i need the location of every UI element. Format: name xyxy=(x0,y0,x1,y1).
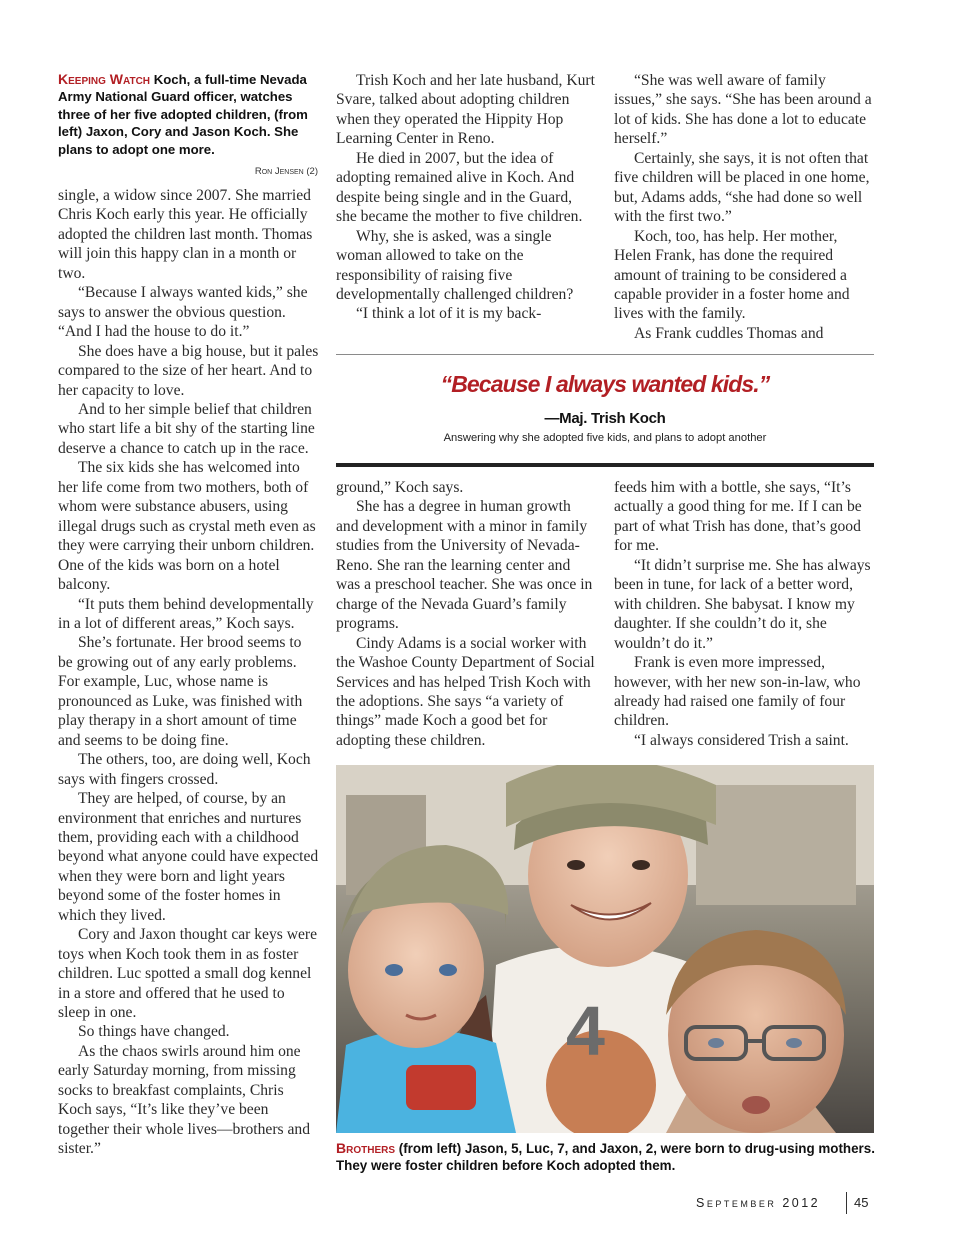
paragraph: Cindy Adams is a social worker with the Washoe County Department of Social Services and has helped Trish Koch with the adoptions. She says “a variety of things” made Koch a good bet for adopting these children. xyxy=(336,634,595,749)
photo-brothers xyxy=(336,765,874,1133)
photo-caption-top xyxy=(58,71,320,158)
paragraph: So things have changed. xyxy=(78,1023,230,1041)
caption-text: Koch, a full-time Nevada Army National Guard officer, watches three of her five adopted children, (from left) Jaxon, Cory and Jason Koch. She plans to adopt one more. xyxy=(58,72,308,157)
page-number: 45 xyxy=(854,1195,869,1210)
paragraph: Koch, too, has help. Her mother, Helen Frank, has done the required amount of training to be considered a capable provider in a foster home and lives with the family. xyxy=(614,227,850,323)
paragraph: She’s fortunate. Her brood seems to be growing out of any early problems. For example, Luc, whose name is pronounced as Luke, was finished with play therapy in a short amount of time and seems to be doing fine. xyxy=(58,634,303,749)
article-column-3-top xyxy=(614,71,874,343)
paragraph: Frank is even more impressed, however, with her new son-in-law, who already had raised one family of four children. xyxy=(614,654,861,730)
footer-divider xyxy=(846,1192,847,1214)
paragraph: She has a degree in human growth and development with a minor in family studies from the University of Nevada-Reno. She ran the learning center and was a preschool teacher. She was once in charge of the Nevada Guard’s family programs. xyxy=(336,498,593,633)
paragraph: As Frank cuddles Thomas and xyxy=(634,324,824,342)
article-column-2-bottom xyxy=(336,478,596,750)
photo-credit: Ron Jensen (2) xyxy=(254,166,318,177)
pull-quote-description: Answering why she adopted five kids, and plans to adopt another xyxy=(443,432,767,444)
issue-date: September 2012 xyxy=(696,1196,821,1210)
paragraph: “I always considered Trish a saint. xyxy=(634,731,849,749)
paragraph: And to her simple belief that children who start life a bit shy of the starting line deserve a chance to catch up in the race. xyxy=(58,400,315,457)
article-column-2-top xyxy=(336,71,596,324)
paragraph: feeds him with a bottle, she says, “It’s actually a good thing for me. If I can be part of what Trish has done, that’s good for me. xyxy=(614,479,862,555)
paragraph: “It puts them behind developmentally in a lot of different areas,” Koch says. xyxy=(58,595,314,632)
caption-kicker: Brothers xyxy=(336,1140,396,1156)
svg-text:4: 4 xyxy=(566,992,605,1070)
paragraph: He died in 2007, but the idea of adopting remained alive in Koch. And despite being single and in the Guard, she became the mother to five children. xyxy=(336,149,583,226)
article-column-3-bottom xyxy=(614,478,876,750)
paragraph: As the chaos swirls around him one early Saturday morning, from missing socks to breakfast complaints, Chris Koch says, “It’s like they’ve been together their whole lives—brothers and sister.” xyxy=(58,1042,311,1158)
paragraph: The others, too, are doing well, Koch says with fingers crossed. xyxy=(58,751,311,788)
paragraph: The six kids she has welcomed into her life come from two mothers, both of whom were substance abusers, using illegal drugs such as crystal meth even as they were carrying their unborn children. One of the kids was born on a hotel balcony. xyxy=(58,459,316,594)
paragraph: Trish Koch and her late husband, Kurt Svare, talked about adopting children when they operated the Hippity Hop Learning Center in Reno. xyxy=(336,72,595,148)
caption-text: (from left) Jason, 5, Luc, 7, and Jaxon, 2, were born to drug-using mothers. They were foster children before Koch adopted them. xyxy=(336,1141,875,1174)
paragraph: Certainly, she says, it is not often that five children will be placed in one home, but, Adams adds, “she had done so well with the first two.” xyxy=(614,149,870,226)
pull-quote-bottom-rule xyxy=(336,463,874,467)
paragraph: She does have a big house, but it pales compared to the size of her heart. And to her capacity to love. xyxy=(58,342,319,399)
paragraph: Cory and Jaxon thought car keys were toys when Koch took them in as foster children. Luc spotted a small dog kennel in a store and offered that he used to sleep in one. xyxy=(58,926,318,1022)
paragraph: “It didn’t surprise me. She has always been in tune, for lack of a better word, with children. She babysat. I know my daughter. If she couldn’t do it, she wouldn’t do it.” xyxy=(614,556,871,652)
photo-three-brothers-icon xyxy=(336,765,874,1133)
footer xyxy=(660,1192,874,1216)
paragraph: “Because I always wanted kids,” she says to answer the obvious question. “And I had the house to do it.” xyxy=(58,284,308,341)
paragraph: Why, she is asked, was a single woman allowed to take on the responsibility of raising five developmentally challenged children? xyxy=(336,227,574,303)
paragraph: “I think a lot of it is my back- xyxy=(356,305,542,323)
pull-quote: “Because I always wanted kids.” xyxy=(440,371,770,397)
pull-quote-top-rule xyxy=(336,354,874,355)
caption-kicker: Keeping Watch xyxy=(58,71,151,87)
paragraph: “She was well aware of family issues,” she says. “She has been around a lot of kids. She has done a lot to educate herself.” xyxy=(614,72,872,148)
paragraph: They are helped, of course, by an environment that enriches and nurtures them, providing each with a childhood beyond what anyone could have expected when they were born and light years beyond some of the foster homes in which they lived. xyxy=(58,790,319,924)
paragraph: ground,” Koch says. xyxy=(336,479,464,496)
article-column-1 xyxy=(58,186,320,1159)
paragraph: single, a widow since 2007. She married Chris Koch early this year. He officially adopted the children last month. Thomas will join this happy clan in a month or two. xyxy=(58,187,313,282)
pull-quote-attribution: —Maj. Trish Koch xyxy=(544,410,666,427)
photo-caption-bottom xyxy=(336,1140,876,1175)
